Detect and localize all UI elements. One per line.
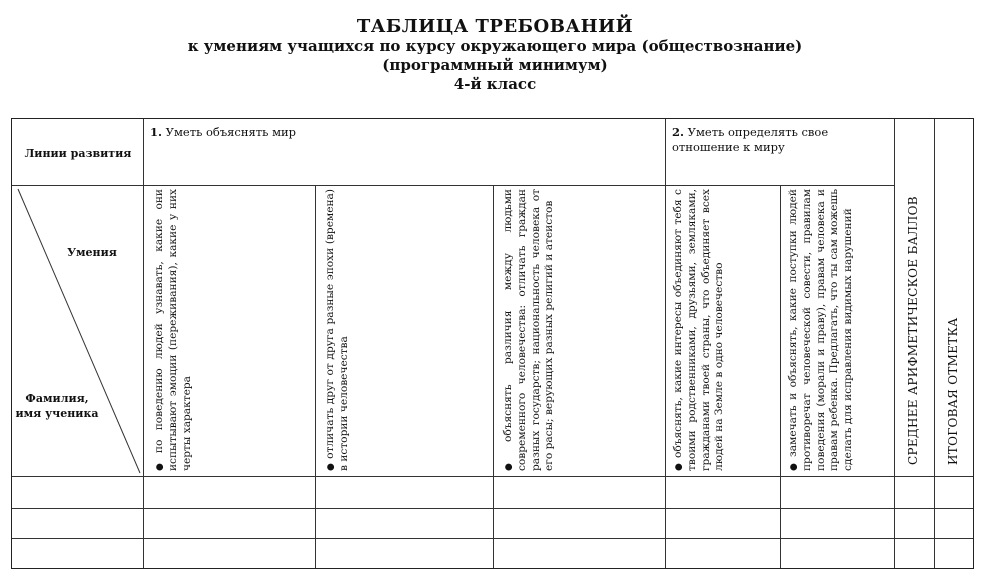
row-divider: [12, 538, 973, 539]
skill-differences: ●объяснять различия между людьми современного человечества: отличать граждан разных государств; национальность человека от его расы; верующих разных религий и атеистов: [502, 189, 556, 471]
col-divider: [665, 119, 666, 568]
document-subtitle: к умениям учащихся по курсу окружающего мира (обществознание): [187, 37, 803, 55]
col-divider: [934, 119, 935, 568]
col-divider: [894, 119, 895, 568]
col-divider: [315, 185, 316, 568]
skill-emotions: ●по поведению людей узнавать, какие они испытывают эмоции (переживания), какие у них черты характера: [153, 189, 193, 471]
header-diagonal: [12, 119, 144, 477]
group1-header: 1. Уметь объяснять мир: [150, 125, 297, 139]
skill-conscience: ●замечать и объяснять, какие поступки людей противоречат человеческой совести, правилам поведения (морали и праву), правам человека и правам ребенка. Предлагать, что ты сам можешь сделать для исправления видимых нарушений: [787, 189, 854, 471]
final-grade-label: ИТОГОВАЯ ОТМЕТКА: [946, 317, 960, 465]
col-divider: [493, 185, 494, 568]
group2-header: 2. Уметь определять свое отношение к миру: [672, 125, 829, 154]
grade-label: 4-й класс: [453, 75, 537, 93]
student-label: Фамилия, имя ученика: [15, 392, 99, 420]
row-divider: [665, 185, 894, 186]
skill-epochs: ●отличать друг от друга разные эпохи (времена) в истории человечества: [324, 188, 351, 471]
row-divider: [12, 476, 973, 477]
document-title: ТАБЛИЦА ТРЕБОВАНИЙ: [356, 16, 634, 37]
program-note: (программный минимум): [382, 56, 608, 74]
average-score-label: СРЕДНЕЕ АРИФМЕТИЧЕСКОЕ БАЛЛОВ: [906, 196, 920, 465]
row-divider: [12, 508, 973, 509]
skill-interests: ●объяснять, какие интересы объединяют тебя с твоими родственниками, друзьями, земляками, гражданами твоей страны, что объединяет всех людей на Земле в одно человечество: [672, 189, 726, 471]
lines-label: Линии развития: [24, 147, 132, 160]
col-divider: [780, 185, 781, 568]
requirements-table: [11, 118, 974, 569]
skills-label: Умения: [67, 246, 117, 259]
